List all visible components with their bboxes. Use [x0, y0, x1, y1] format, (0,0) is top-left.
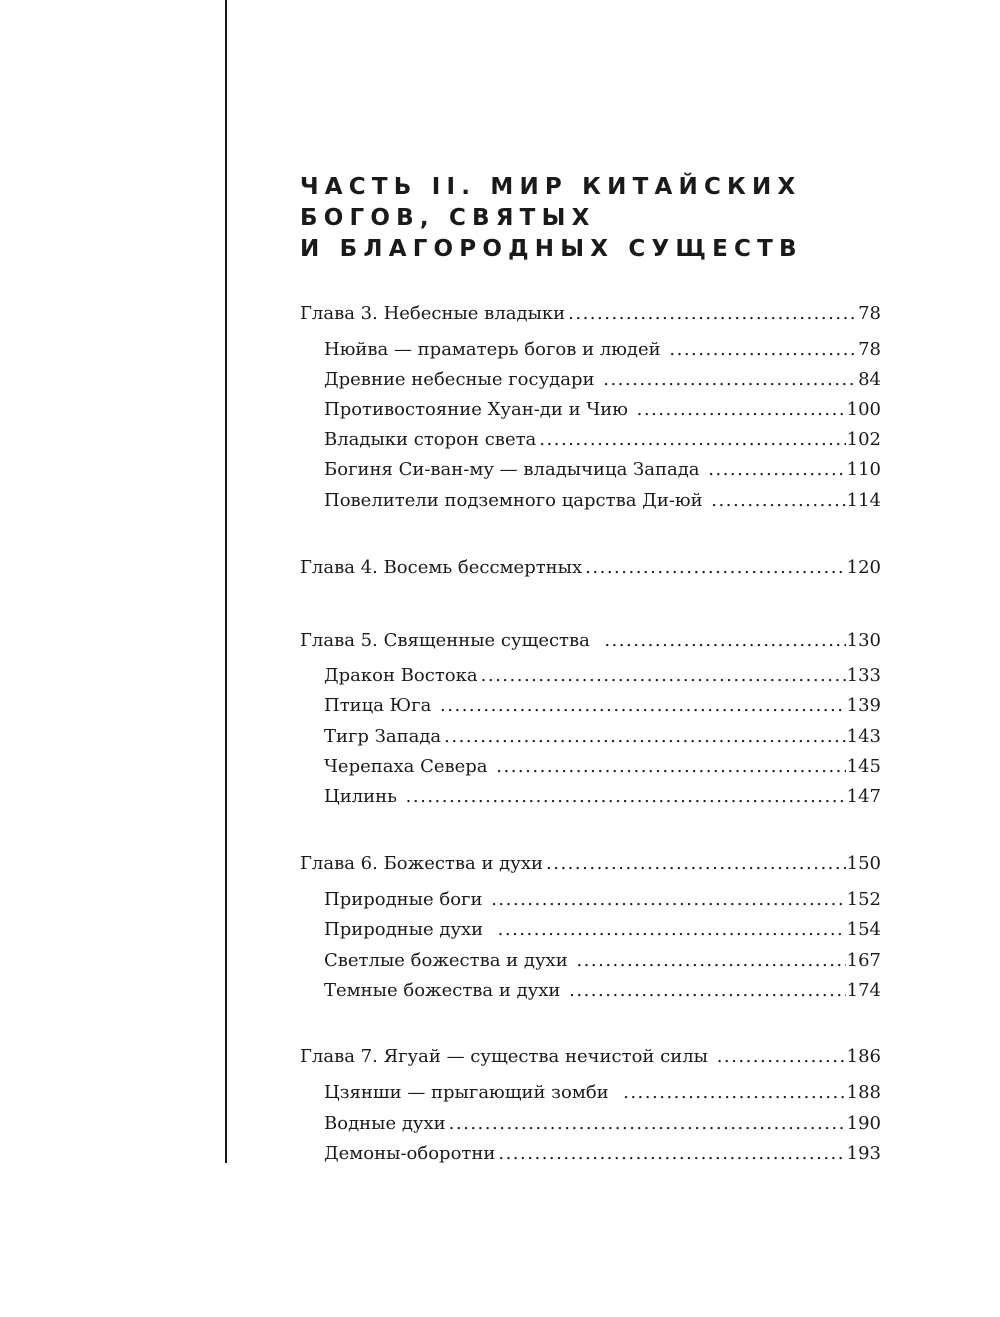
toc-entry-title: Глава 4. Восемь бессмертных: [300, 557, 583, 578]
toc-entry-title: Цилинь: [324, 786, 403, 807]
toc-entry-title: Природные духи: [324, 919, 495, 940]
dot-leader: [491, 887, 845, 913]
dot-leader: [669, 337, 857, 363]
dot-leader: [585, 555, 845, 581]
toc-entry-page-number: 193: [846, 1143, 881, 1164]
toc-section-entry[interactable]: [324, 754, 881, 780]
toc-entry-title: Природные боги: [324, 889, 489, 910]
dot-leader: [539, 427, 845, 453]
toc-entry-page-number: 139: [846, 695, 881, 716]
toc-section-entry[interactable]: [324, 978, 881, 1004]
toc-entry-title: Владыки сторон света: [324, 429, 537, 450]
dot-leader: [444, 724, 845, 750]
toc-entry-page-number: 147: [846, 786, 881, 807]
toc-section-entry[interactable]: [324, 1111, 881, 1137]
toc-chapter-entry[interactable]: [300, 555, 881, 581]
toc-section-entry[interactable]: [324, 1080, 881, 1106]
dot-leader: [498, 917, 846, 943]
dot-leader: [440, 693, 846, 719]
toc-entry-title: Птица Юга: [324, 695, 438, 716]
dot-leader: [603, 367, 857, 393]
toc-section-entry[interactable]: [324, 337, 881, 363]
toc-section-entry[interactable]: [324, 427, 881, 453]
toc-entry-page-number: 190: [846, 1113, 881, 1134]
toc-entry-title: Тигр Запада: [324, 726, 442, 747]
dot-leader: [708, 457, 845, 483]
dot-leader: [546, 851, 846, 877]
toc-entry-title: Богиня Си-ван-му — владычица Запада: [324, 459, 706, 480]
toc-entry-page-number: 145: [846, 756, 881, 777]
toc-entry-page-number: 186: [846, 1046, 881, 1067]
dot-leader: [576, 948, 845, 974]
toc-entry-title: Нюйва — праматерь богов и людей: [324, 339, 667, 360]
dot-leader: [623, 1080, 846, 1106]
toc-section-entry[interactable]: [324, 887, 881, 913]
dot-leader: [406, 784, 846, 810]
toc-entry-title: Повелители подземного царства Ди-юй: [324, 490, 709, 511]
toc-section-entry[interactable]: [324, 457, 881, 483]
toc-entry-title: Черепаха Севера: [324, 756, 494, 777]
toc-entry-page-number: 150: [846, 853, 881, 874]
dot-leader: [568, 301, 857, 327]
toc-entry-title: Водные духи: [324, 1113, 446, 1134]
toc-section-entry[interactable]: [324, 1141, 881, 1167]
toc-entry-page-number: 133: [846, 665, 881, 686]
toc-section-entry[interactable]: [324, 397, 881, 423]
toc-section-entry[interactable]: [324, 784, 881, 810]
dot-leader: [604, 628, 845, 654]
toc-entry-page-number: 78: [858, 339, 881, 360]
toc-chapter-entry[interactable]: [300, 301, 881, 327]
toc-entry-page-number: 167: [846, 950, 881, 971]
toc-entry-page-number: 100: [846, 399, 881, 420]
toc-entry-title: Темные божества и духи: [324, 980, 567, 1001]
toc-entry-page-number: 78: [858, 303, 881, 324]
toc-entry-title: Глава 6. Божества и духи: [300, 853, 544, 874]
toc-entry-title: Древние небесные государи: [324, 369, 601, 390]
toc-section-entry[interactable]: [324, 724, 881, 750]
toc-section-entry[interactable]: [324, 367, 881, 393]
toc-entry-page-number: 102: [846, 429, 881, 450]
toc-entry-page-number: 120: [846, 557, 881, 578]
toc-entry-title: Светлые божества и духи: [324, 950, 574, 971]
toc-section-entry[interactable]: [324, 663, 881, 689]
toc-entry-title: Глава 5. Священные существа: [300, 630, 602, 651]
toc-entry-title: Глава 3. Небесные владыки: [300, 303, 566, 324]
toc-entry-page-number: 114: [846, 490, 881, 511]
toc-section-entry[interactable]: [324, 917, 881, 943]
toc-entry-title: Цзянши — прыгающий зомби: [324, 1082, 621, 1103]
dot-leader: [711, 488, 845, 514]
dot-leader: [717, 1044, 846, 1070]
part-title-line: И БЛАГОРОДНЫХ СУЩЕСТВ: [300, 236, 803, 262]
part-title-line: БОГОВ, СВЯТЫХ: [300, 205, 596, 231]
dot-leader: [569, 978, 846, 1004]
toc-entry-page-number: 174: [846, 980, 881, 1001]
toc-chapter-entry[interactable]: [300, 628, 881, 654]
toc-entry-page-number: 152: [846, 889, 881, 910]
part-title-line: ЧАСТЬ II. МИР КИТАЙСКИХ: [300, 174, 802, 200]
toc-chapter-entry[interactable]: [300, 851, 881, 877]
toc-entry-title: Глава 7. Ягуай — существа нечистой силы: [300, 1046, 714, 1067]
dot-leader: [496, 754, 845, 780]
toc-entry-page-number: 110: [846, 459, 881, 480]
dot-leader: [449, 1111, 846, 1137]
dot-leader: [498, 1141, 845, 1167]
toc-section-entry[interactable]: [324, 488, 881, 514]
toc-entry-title: Демоны-оборотни: [324, 1143, 496, 1164]
toc-entry-page-number: 130: [846, 630, 881, 651]
dot-leader: [481, 663, 846, 689]
toc-section-entry[interactable]: [324, 948, 881, 974]
toc-entry-page-number: 188: [846, 1082, 881, 1103]
toc-entry-page-number: 154: [846, 919, 881, 940]
toc-entry-title: Противостояние Хуан-ди и Чию: [324, 399, 634, 420]
dot-leader: [637, 397, 846, 423]
toc-section-entry[interactable]: [324, 693, 881, 719]
toc-entry-title: Дракон Востока: [324, 665, 478, 686]
toc-entry-page-number: 143: [846, 726, 881, 747]
toc-chapter-entry[interactable]: [300, 1044, 881, 1070]
toc-entry-page-number: 84: [858, 369, 881, 390]
